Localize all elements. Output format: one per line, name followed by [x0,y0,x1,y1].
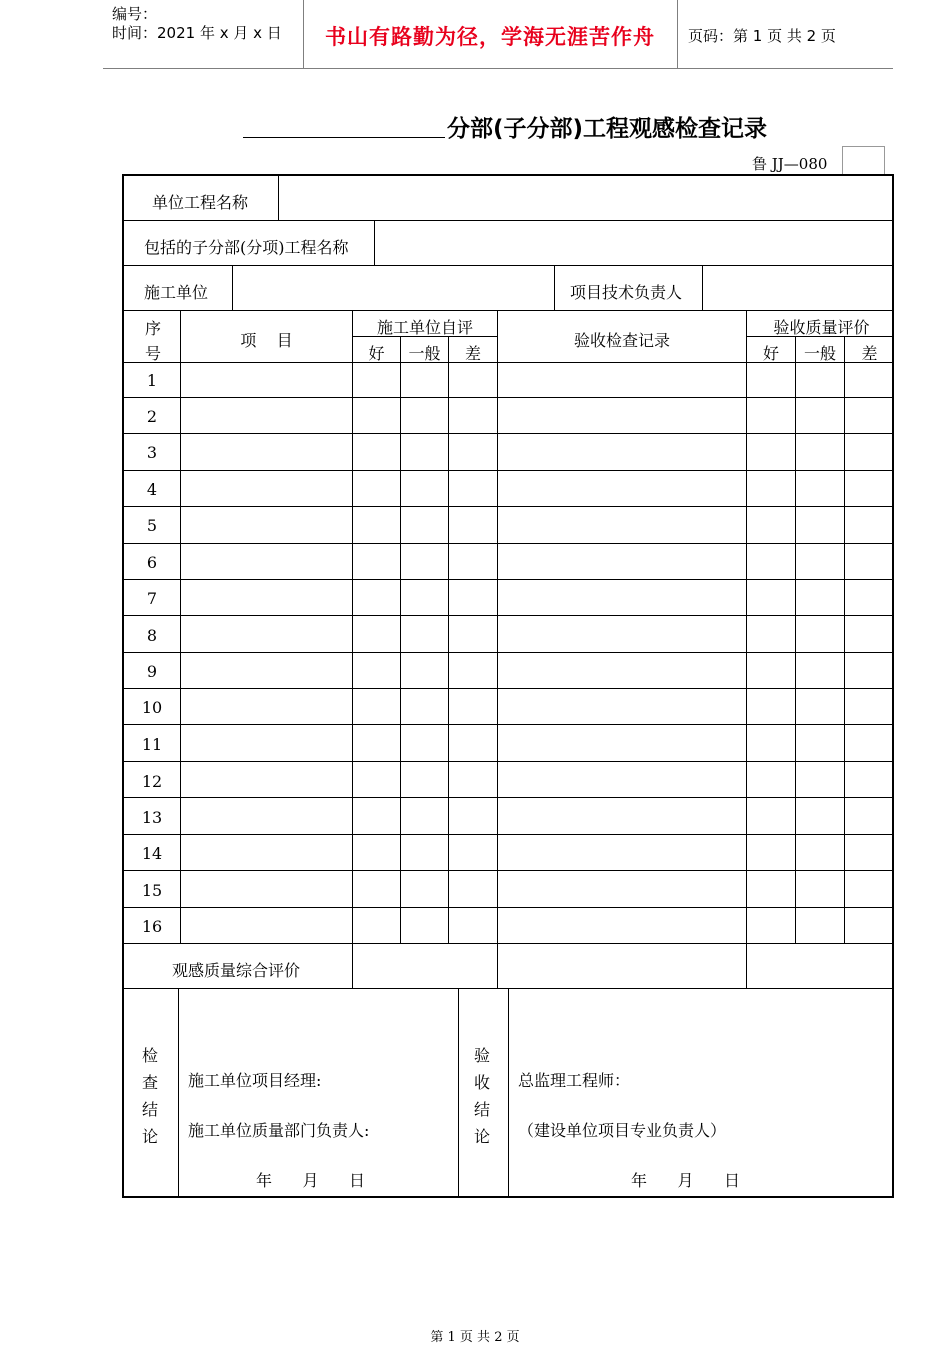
check-conclusion-char: 检 [141,1046,158,1065]
row-number: 9 [146,662,158,681]
row-number: 6 [146,553,158,572]
col-border [702,265,703,310]
row-number: 1 [146,371,158,390]
chief-supervisor-label: 总监理工程师： [518,1071,631,1090]
acceptance-conclusion-char: 结 [473,1100,490,1119]
col-border [178,988,179,1198]
row-border [124,688,892,689]
row-border [124,470,892,471]
row-number: 14 [141,844,163,863]
row-number: 8 [146,626,158,645]
col-border [458,988,459,1198]
acceptance-conclusion-char: 收 [473,1073,490,1092]
grade-poor: 差 [464,344,481,363]
document-title: 分部(子分部)工程观感检查记录 [447,116,768,142]
col-border [278,176,279,220]
row-number: 4 [146,480,158,499]
row-border [124,870,892,871]
col-seq-line1: 序 [144,319,161,338]
contractor-label: 施工单位 [144,283,209,302]
page-footer: 第 1 页 共 2 页 [430,1330,520,1345]
col-border [844,336,845,943]
grade-good: 好 [368,344,385,363]
inspection-form [122,174,894,1198]
included-subproject-label: 包括的子分部(分项)工程名称 [144,238,349,257]
row-border [124,834,892,835]
date-left: 年 月 日 [256,1171,366,1190]
owner-rep-label: （建设单位项目专业负责人） [518,1121,727,1140]
col-border [497,310,498,988]
form-code: 鲁 JJ—080 [752,155,828,173]
row-number: 16 [141,917,163,936]
acceptance-conclusion-char: 论 [473,1127,490,1146]
col-border [448,336,449,943]
row-number: 7 [146,589,158,608]
row-border [124,907,892,908]
check-conclusion-char: 论 [141,1127,158,1146]
tech-lead-label: 项目技术负责人 [570,283,683,302]
col-border [400,336,401,943]
row-number: 15 [141,881,163,900]
col-border [554,265,555,310]
row-border [124,724,892,725]
page-number-label: 页码：第 1 页 共 2 页 [688,27,836,45]
row-number: 3 [146,443,158,462]
row-number: 13 [141,808,163,827]
row-number: 11 [141,735,163,754]
grade-good: 好 [762,344,779,363]
page-header [103,0,893,69]
form-code-box [842,146,885,175]
row-number: 12 [141,772,163,791]
col-border [374,220,375,265]
date-right: 年 月 日 [631,1171,741,1190]
col-seq-line2: 号 [144,344,161,363]
row-border [124,943,892,944]
acceptance-conclusion-char: 验 [473,1046,490,1065]
row-border [124,433,892,434]
overall-evaluation-label: 观感质量综合评价 [172,961,301,980]
contractor-quality-label: 施工单位质量部门负责人: [188,1121,370,1140]
col-item-header: 项 目 [240,331,293,350]
row-number: 2 [146,407,158,426]
motto: 书山有路勤为径，学海无涯苦作舟 [325,25,655,49]
row-number: 5 [146,516,158,535]
row-border [124,265,892,266]
row-border [124,220,892,221]
self-eval-header: 施工单位自评 [376,318,473,337]
row-border [124,652,892,653]
row-border [124,615,892,616]
grade-poor: 差 [861,344,878,363]
row-border [124,797,892,798]
row-border [124,506,892,507]
row-border [124,579,892,580]
contractor-manager-label: 施工单位项目经理: [188,1071,322,1090]
row-border [124,310,892,311]
row-number: 10 [141,698,163,717]
serial-label: 编号： [112,5,158,23]
col-border [352,310,353,988]
grade-normal: 一般 [803,344,836,363]
row-border [124,397,892,398]
col-border [180,310,181,943]
unit-project-name-label: 单位工程名称 [152,193,249,212]
col-border [746,310,747,988]
row-border [124,761,892,762]
time-label: 时间：2021 年 x 月 x 日 [112,24,282,42]
row-border [124,543,892,544]
col-border [508,988,509,1198]
check-conclusion-char: 结 [141,1100,158,1119]
col-border [795,336,796,943]
header-divider [677,0,678,68]
acceptance-eval-header: 验收质量评价 [773,318,870,337]
check-conclusion-char: 查 [141,1073,158,1092]
col-border [232,265,233,310]
inspection-record-header: 验收检查记录 [573,331,670,350]
title-blank-line [243,137,445,138]
grade-normal: 一般 [408,344,441,363]
